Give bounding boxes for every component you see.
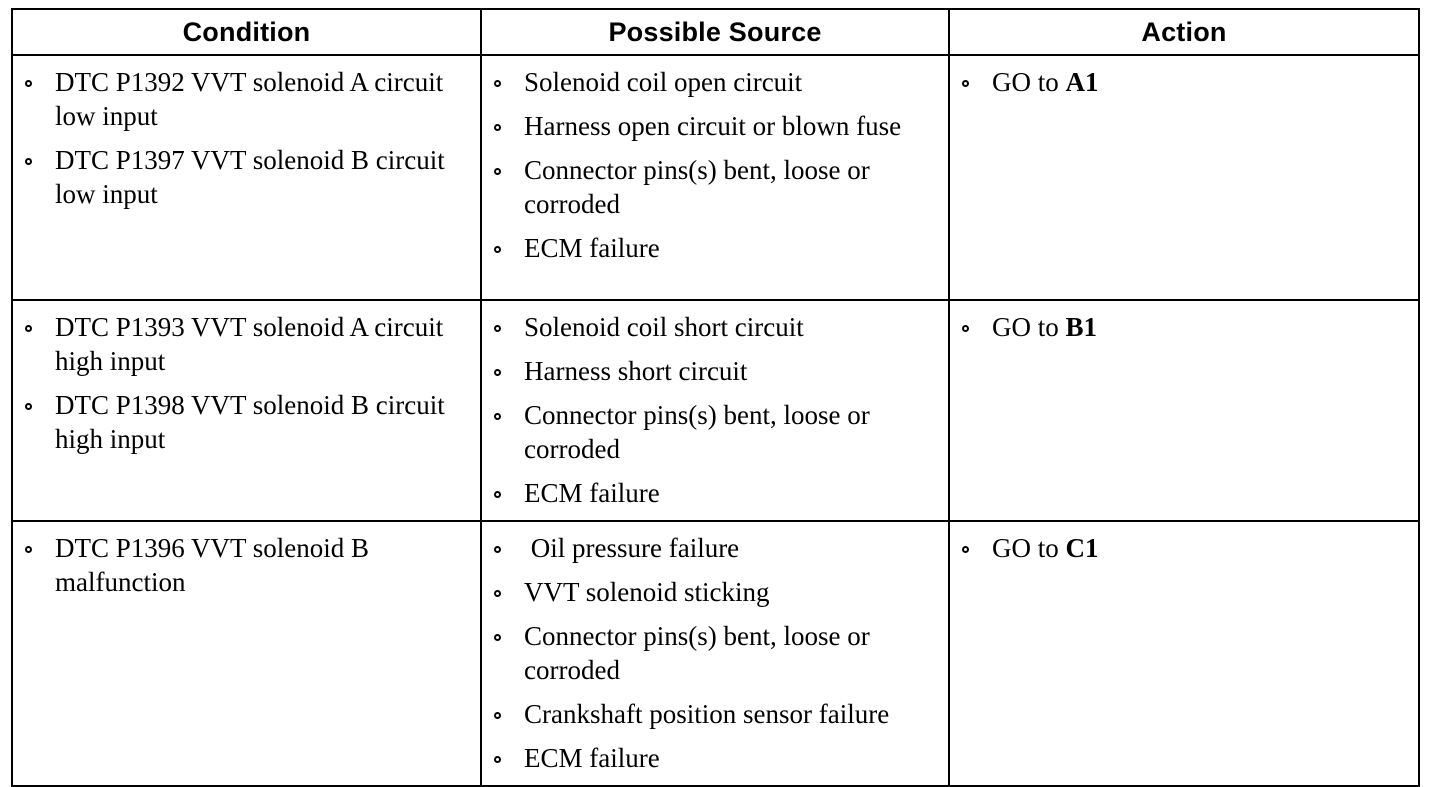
table-row [12, 521, 1419, 786]
condition-text: DTC P1392 VVT solenoid A circuit low input [55, 67, 444, 131]
bullet-icon [25, 325, 32, 332]
list-item [950, 310, 1410, 344]
table-row [12, 55, 1419, 300]
list-item [13, 65, 472, 133]
condition-text: DTC P1396 VVT solenoid B malfunction [55, 533, 370, 597]
list-item [482, 619, 940, 687]
bullet-icon [494, 590, 501, 597]
bullet-icon [962, 80, 969, 87]
list-item [482, 310, 940, 344]
source-cell [481, 55, 949, 300]
source-text: VVT solenoid sticking [524, 577, 770, 607]
source-text: Crankshaft position sensor failure [524, 699, 890, 729]
action-text: GO to [992, 312, 1066, 342]
bullet-icon [494, 80, 501, 87]
bullet-icon [494, 413, 501, 420]
list-item [950, 531, 1410, 565]
source-text: Oil pressure failure [524, 533, 740, 563]
bullet-icon [494, 712, 501, 719]
bullet-icon [494, 325, 501, 332]
list-item [482, 354, 940, 388]
list-item [482, 697, 940, 731]
list-item [482, 398, 940, 466]
list-item [482, 741, 940, 775]
source-text: ECM failure [524, 743, 660, 773]
condition-cell [12, 55, 481, 300]
list-item [482, 575, 940, 609]
source-text: ECM failure [524, 233, 660, 263]
source-text: Harness open circuit or blown fuse [524, 111, 902, 141]
condition-cell [12, 521, 481, 786]
bullet-icon [25, 546, 32, 553]
bullet-icon [25, 403, 32, 410]
list-item [950, 65, 1410, 99]
bullet-icon [494, 369, 501, 376]
bullet-icon [25, 80, 32, 87]
bullet-icon [494, 546, 501, 553]
source-text: Connector pins(s) bent, loose or corroded [524, 621, 870, 685]
header-condition: Condition [12, 9, 481, 55]
source-text: Harness short circuit [524, 356, 748, 386]
action-code: C1 [1065, 533, 1099, 563]
bullet-icon [494, 634, 501, 641]
list-item [482, 65, 940, 99]
condition-text: DTC P1398 VVT solenoid B circuit high input [55, 390, 445, 454]
list-item [482, 531, 940, 565]
condition-cell [12, 300, 481, 521]
list-item [482, 476, 940, 510]
diagnostic-table [11, 8, 1420, 787]
list-item [482, 153, 940, 221]
header-possible-source: Possible Source [481, 9, 949, 55]
action-code: A1 [1065, 67, 1099, 97]
action-text: GO to [992, 67, 1066, 97]
bullet-icon [494, 491, 501, 498]
bullet-icon [494, 168, 501, 175]
list-item [13, 143, 472, 211]
bullet-icon [494, 756, 501, 763]
table-row [12, 300, 1419, 521]
source-cell [481, 300, 949, 521]
action-cell [949, 521, 1419, 786]
bullet-icon [494, 124, 501, 131]
bullet-icon [962, 546, 969, 553]
action-code: B1 [1065, 312, 1098, 342]
condition-text: DTC P1397 VVT solenoid B circuit low input [55, 145, 445, 209]
bullet-icon [494, 246, 501, 253]
source-text: Solenoid coil open circuit [524, 67, 803, 97]
source-text: Connector pins(s) bent, loose or corroded [524, 155, 870, 219]
source-text: Connector pins(s) bent, loose or corroded [524, 400, 870, 464]
action-cell [949, 55, 1419, 300]
list-item [482, 231, 940, 265]
source-text: ECM failure [524, 478, 660, 508]
action-text: GO to [992, 533, 1066, 563]
source-cell [481, 521, 949, 786]
header-action: Action [949, 9, 1419, 55]
list-item [13, 388, 472, 456]
header-row [12, 9, 1419, 55]
source-text: Solenoid coil short circuit [524, 312, 804, 342]
bullet-icon [962, 325, 969, 332]
condition-text: DTC P1393 VVT solenoid A circuit high input [55, 312, 444, 376]
list-item [482, 109, 940, 143]
list-item [13, 310, 472, 378]
bullet-icon [25, 158, 32, 165]
list-item [13, 531, 472, 599]
action-cell [949, 300, 1419, 521]
